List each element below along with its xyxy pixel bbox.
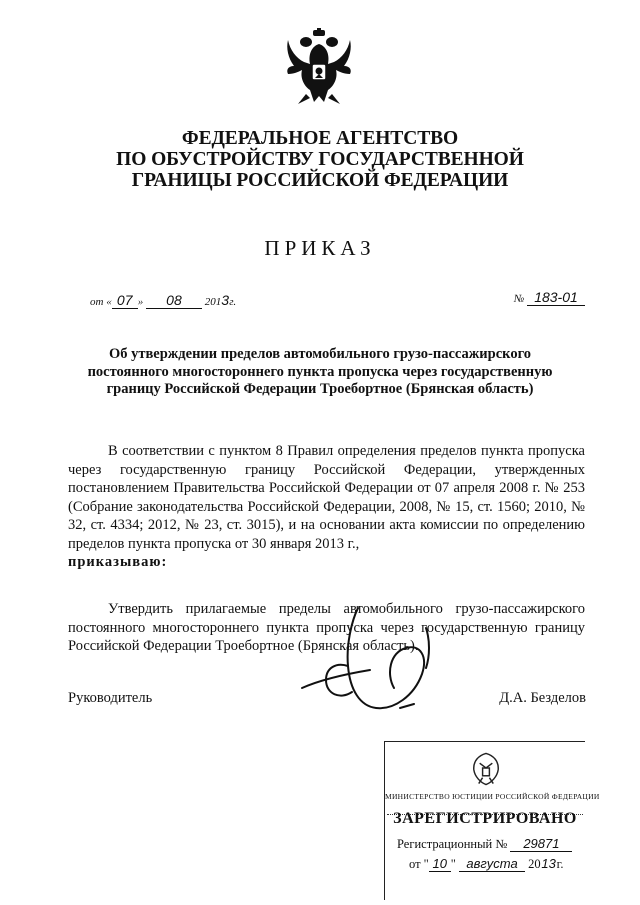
order-subject bbox=[80, 346, 560, 399]
stamp-emblem-icon bbox=[469, 748, 503, 788]
stamp-date-line bbox=[409, 856, 563, 872]
coat-of-arms-emblem bbox=[284, 28, 354, 108]
order-word: приказываю: bbox=[68, 554, 168, 570]
agency-line: ГРАНИЦЫ РОССИЙСКОЙ ФЕДЕРАЦИИ bbox=[131, 170, 509, 191]
date-year-prefix: 201 bbox=[204, 296, 222, 308]
stamp-date-year-prefix: 20 bbox=[528, 857, 541, 871]
date-prefix: от « bbox=[90, 296, 112, 308]
reg-label: Регистрационный № bbox=[397, 837, 508, 851]
agency-name bbox=[60, 128, 580, 191]
stamp-date-prefix: от " bbox=[409, 857, 429, 871]
stamp-ministry: МИНИСТЕРСТВО ЮСТИЦИИ РОССИЙСКОЙ ФЕДЕРАЦИИ bbox=[385, 792, 600, 801]
date-day: 07 bbox=[112, 293, 138, 309]
agency-line: ФЕДЕРАЛЬНОЕ АГЕНТСТВО bbox=[181, 128, 459, 149]
handwritten-signature bbox=[290, 600, 450, 720]
date-suffix: г. bbox=[229, 296, 237, 308]
date-year-digit: 3 bbox=[221, 292, 230, 308]
subject-line: границу Российской Федерации Троебортное (Брянская область) bbox=[106, 381, 534, 397]
stamp-date-suffix: г. bbox=[556, 857, 564, 871]
stamp-date-day: 10 bbox=[429, 856, 451, 872]
document-type-title: ПРИКАЗ bbox=[264, 236, 376, 260]
order-number: 183-01 bbox=[527, 290, 585, 306]
body-paragraph-1 bbox=[68, 442, 585, 572]
date-month: 08 bbox=[146, 293, 202, 309]
stamp-registered-label: ЗАРЕГИСТРИРОВАНО bbox=[393, 810, 577, 827]
signer-name: Д.А. Безделов bbox=[499, 690, 586, 706]
stamp-registration-line bbox=[397, 836, 572, 852]
order-date-line bbox=[90, 293, 236, 309]
reg-number: 29871 bbox=[510, 836, 572, 852]
signer-title: Руководитель bbox=[68, 690, 153, 706]
agency-line: ПО ОБУСТРОЙСТВУ ГОСУДАРСТВЕННОЙ bbox=[116, 149, 524, 170]
date-separator: » bbox=[137, 296, 144, 308]
subject-line: Об утверждении пределов автомобильного грузо-пассажирского bbox=[108, 346, 532, 362]
stamp-date-year: 13 bbox=[541, 856, 556, 871]
paragraph-text: Утвердить прилагаемые пределы автомобильного грузо-пассажирского постоянного многостороннего пункта пропуска через государственную границу Российской Федерации Троебортное (Брянская область). bbox=[68, 601, 585, 654]
number-prefix: № bbox=[513, 293, 525, 305]
registration-stamp bbox=[384, 741, 600, 900]
subject-line: постоянного многостороннего пункта пропуска через государственную bbox=[87, 363, 553, 380]
paragraph-text: В соответствии с пунктом 8 Правил определения пределов пункта пропуска через государственную границу Российской Федерации, утвержденных постановлением Правительства Российской Федерации от 07 апреля 2008 г. № 253 (Собрание законодательства Российской Федерации, 2008, № 15, ст. 1560; 2010, № 32, ст. 4334; 2012, № 23, ст. 3015), и на основании акта комиссии по определению пределов пункта пропуска от 30 января 2013 г., bbox=[68, 443, 585, 552]
order-number-line bbox=[514, 290, 585, 306]
stamp-date-month: августа bbox=[459, 856, 525, 872]
stamp-date-separator: " bbox=[450, 857, 456, 871]
